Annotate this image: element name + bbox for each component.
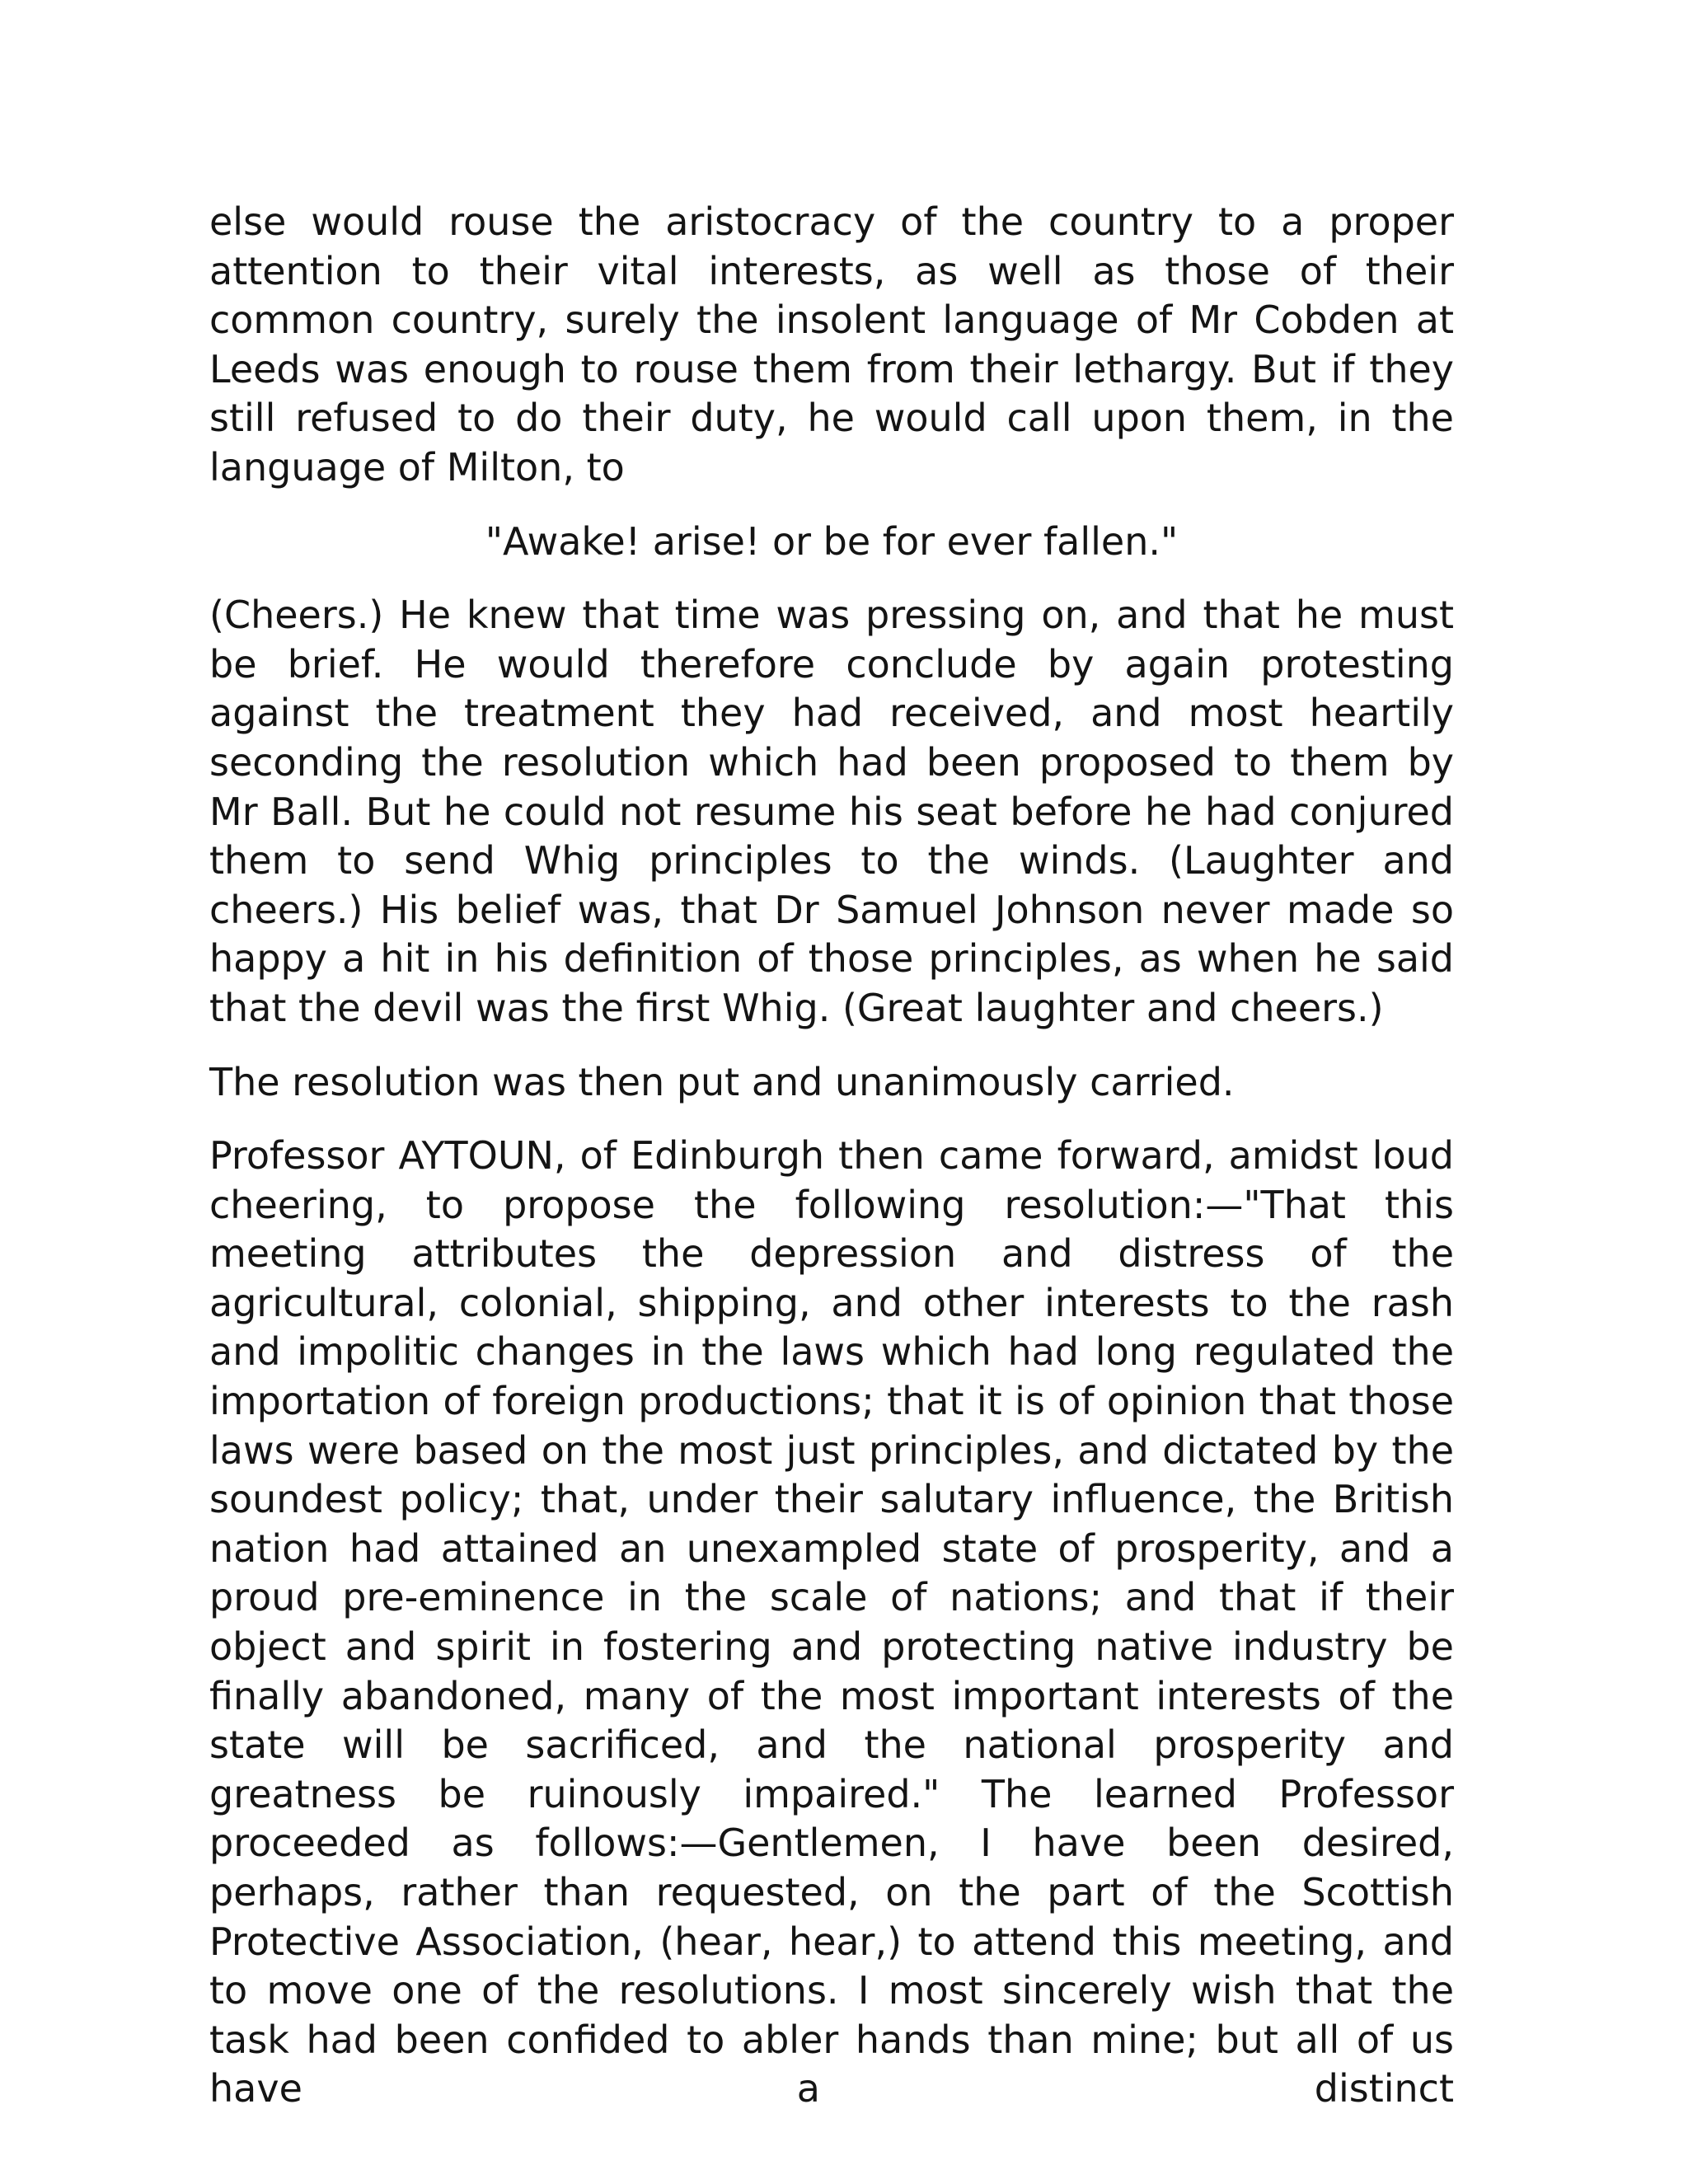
paragraph-resolution-carried: The resolution was then put and unanimously carried.: [209, 1059, 1235, 1104]
paragraph-conclusion: (Cheers.) He knew that time was pressing on, and that he must be brief. He would therefore conclude by again protesting against the treatment they had received, and most heartily seconding the resolution which had been proposed to them by Mr Ball. But he could not resume his seat before he had conjured them to send Whig principles to the winds. (Laughter and cheers.) His belief was, that Dr Samuel Johnson never made so happy a hit in his definition of those principles, as when he said that the devil was the first Whig. (Great laughter and cheers.): [209, 593, 1454, 1030]
document-page: [209, 198, 1454, 2114]
milton-quotation: "Awake! arise! or be for ever fallen.": [485, 518, 1179, 564]
paragraph-aytoun-resolution: Professor AYTOUN, of Edinburgh then came forward, amidst loud cheering, to propose the following resolution:—"That this meeting attributes the depression and distress of the agricultural, colonial, shipping, and other interests to the rash and impolitic changes in the laws which had long regulated the importation of foreign productions; that it is of opinion that those laws were based on the most just principles, and dictated by the soundest policy; that, under their salutary influence, the British nation had attained an unexampled state of prosperity, and a proud pre-eminence in the scale of nations; and that if their object and spirit in fostering and protecting native industry be finally abandoned, many of the most important interests of the state will be sacrificed, and the national prosperity and greatness be ruinously impaired." The learned Professor proceeded as follows:—Gentlemen, I have been desired, perhaps, rather than requested, on the part of the Scottish Protective Association, (hear, hear,) to attend this meeting, and to move one of the resolutions. I most sincerely wish that the task had been confided to abler hands than mine; but all of us have a distinct: [209, 1133, 1454, 2111]
paragraph-speech-end: else would rouse the aristocracy of the country to a proper attention to their vital interests, as well as those of their common country, surely the insolent language of Mr Cobden at Leeds was enough to rouse them from their lethargy. But if they still refused to do their duty, he would call upon them, in the language of Milton, to: [209, 199, 1454, 490]
